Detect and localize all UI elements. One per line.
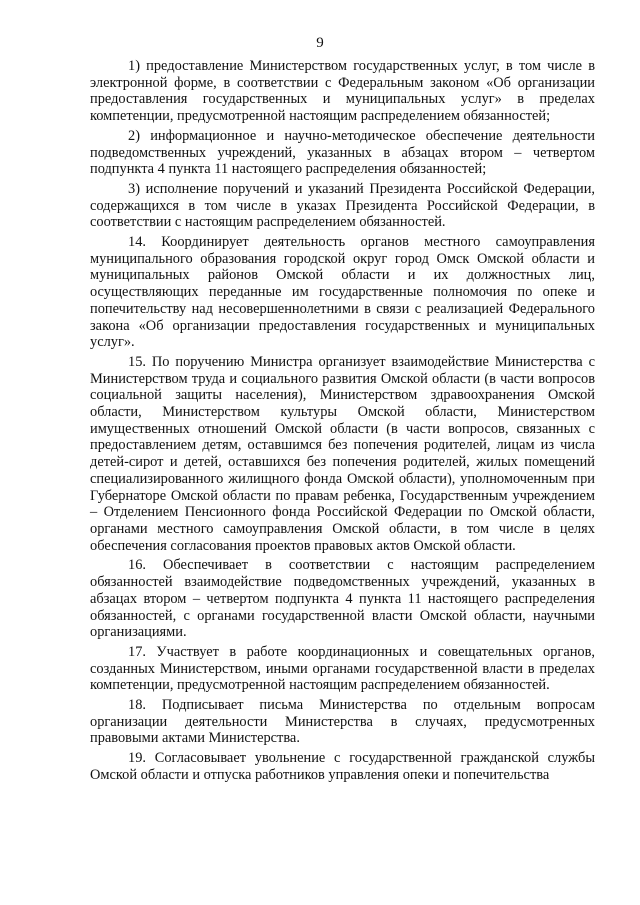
paragraph-17-participation: 17. Участвует в работе координационных и совещательных органов, созданных Министерством, иными органами государственной власти в пределах компетенции, предусмотренной настоящим распределением обязанностей. [90,643,595,694]
paragraph-14-coordination: 14. Координирует деятельность органов местного самоуправления муниципального образования городской округ город Омск Омской области и муниципальных районов Омской области и их должностных лиц, осуществляющих переданные им государственные полномочия по опеке и попечительству над несовершеннолетними в связи с реализацией Федерального закона «Об организации предоставления государственных и муниципальных услуг». [90,234,595,351]
paragraph-15-interaction: 15. По поручению Министра организует взаимодействие Министерства с Министерством труда и социального развития Омской области (в части вопросов социальной защиты населения), Министерством здравоохранения Омской области, Министерством культуры Омской области, Министерством имущественных отношений Омской области (в части вопросов, связанных с предоставлением детям, оставшимся без попечения родителей, лицам из числа детей-сирот и детей, оставшихся без попечения родителей, жилых помещений специализированного жилищного фонда Омской области), уполномоченным при Губернаторе Омской области по правам ребенка, Государственным учреждением – Отделением Пенсионного фонда Российской Федерации по Омской области, органами местного самоуправления Омской области, в том числе в целях обеспечения согласования проектов правовых актов Омской области. [90,353,595,554]
paragraph-18-signing-letters: 18. Подписывает письма Министерства по отдельным вопросам организации деятельности Министерства в случаях, предусмотренных правовыми актами Министерства. [90,697,595,747]
paragraph-1-provision-of-services: 1) предоставление Министерством государственных услуг, в том числе в электронной форме, в соответствии с Федеральным законом «Об организации предоставления государственных и муниципальных услуг» в пределах компетенции, предусмотренной настоящим распределением обязанностей; [90,58,595,125]
paragraph-2-information-support: 2) информационное и научно-методическое обеспечение деятельности подведомственных учреждений, указанных в абзацах втором – четвертом подпункта 4 пункта 11 настоящего распределения обязанностей; [90,127,595,178]
paragraph-19-approval-of-dismissal: 19. Согласовывает увольнение с государственной гражданской службы Омской области и отпуска работников управления опеки и попечительства [90,750,595,783]
paragraph-16-institutions: 16. Обеспечивает в соответствии с настоящим распределением обязанностей взаимодействие подведомственных учреждений, указанных в абзацах втором – четвертом подпункта 4 пункта 11 настоящего распределения обязанностей, с органами государственной власти Омской области, научными организациями. [90,557,595,641]
document-body [90,58,595,787]
page-number: 9 [316,35,324,51]
paragraph-3-execution-of-orders: 3) исполнение поручений и указаний Президента Российской Федерации, содержащихся в том числе в указах Президента Российской Федерации, в соответствии с настоящим распределением обязанностей. [90,180,595,231]
